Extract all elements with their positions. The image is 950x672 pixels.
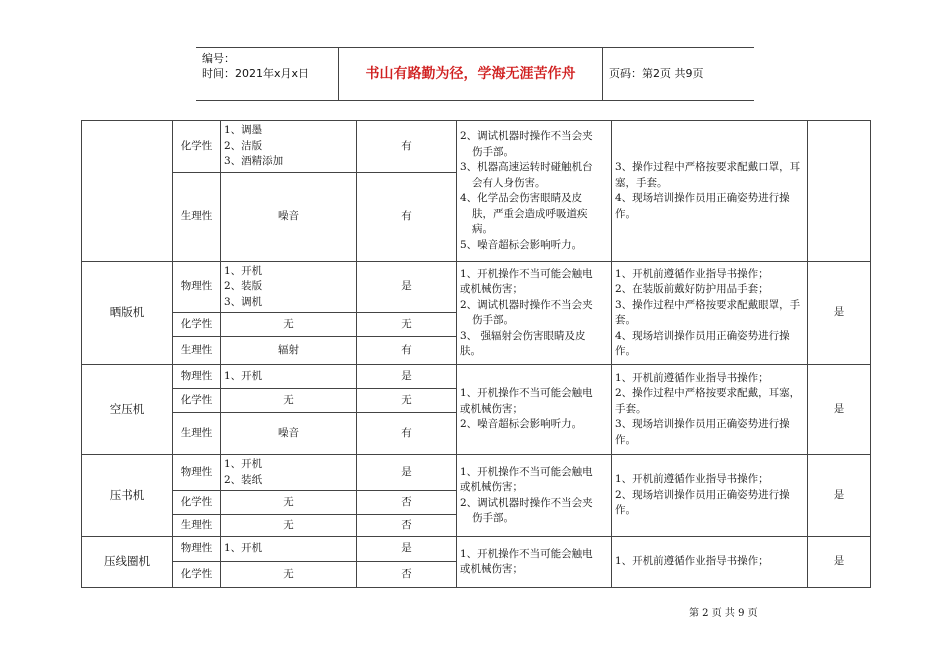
hazard-type: 物理性: [173, 365, 221, 389]
header-page-label: 页码：第2页 共9页: [609, 67, 704, 80]
time-label: 时间：2021年x月x日: [202, 67, 310, 80]
exists-value: 是: [357, 262, 457, 313]
control-status: 是: [808, 455, 871, 537]
hazard-table: [81, 120, 871, 588]
risk-description: 1、开机操作不当可能会触电 或机械伤害； 2、噪音超标会影响听力。: [457, 365, 612, 455]
exists-value: 有: [357, 121, 457, 173]
hazard-factor: 无: [221, 491, 357, 515]
control-status: 是: [808, 365, 871, 455]
hazard-type: 化学性: [173, 313, 221, 337]
exists-value: 否: [357, 491, 457, 515]
hazard-factor: 无: [221, 562, 357, 588]
table-row: [82, 121, 871, 173]
control-measures: 3、操作过程中严格按要求配戴口罩，耳 塞，手套。 4、现场培训操作员用正确姿势进行操 作。: [612, 121, 808, 262]
machine-name: 压线圈机: [82, 537, 173, 588]
hazard-factor: 辐射: [221, 337, 357, 365]
hazard-type: 生理性: [173, 413, 221, 455]
table-row: [82, 365, 871, 389]
hazard-type: 化学性: [173, 562, 221, 588]
hazard-type: 生理性: [173, 515, 221, 537]
hazard-type: 生理性: [173, 173, 221, 262]
hazard-type: 化学性: [173, 491, 221, 515]
exists-value: 无: [357, 389, 457, 413]
page-footer: 第 2 页 共 9 页: [689, 608, 758, 619]
exists-value: 否: [357, 515, 457, 537]
machine-name: 空压机: [82, 365, 173, 455]
control-status: 是: [808, 537, 871, 588]
number-label: 编号：: [202, 52, 235, 65]
control-status: [808, 121, 871, 262]
header-slogan: 书山有路勤为径，学海无涯苦作舟: [339, 48, 603, 100]
risk-description: 2、调试机器时操作不当会夹 伤手部。 3、机器高速运转时碰触机台 会有人身伤害。 4、化学品会伤害眼睛及皮 肤，严重会造成呼吸道疾 病。 5、噪音超标会影响听力。: [457, 121, 612, 262]
hazard-factor: 无: [221, 515, 357, 537]
exists-value: 有: [357, 337, 457, 365]
exists-value: 有: [357, 413, 457, 455]
hazard-factor: 1、调墨 2、洁版 3、酒精添加: [221, 121, 357, 173]
machine-name: 压书机: [82, 455, 173, 537]
risk-description: 1、开机操作不当可能会触电 或机械伤害； 2、调试机器时操作不当会夹 伤手部。 3、 强辐射会伤害眼睛及皮 肤。: [457, 262, 612, 365]
control-status: 是: [808, 262, 871, 365]
machine-cell: [82, 121, 173, 262]
hazard-type: 化学性: [173, 389, 221, 413]
hazard-type: 化学性: [173, 121, 221, 173]
hazard-factor: 1、开机 2、装版 3、调机: [221, 262, 357, 313]
control-measures: 1、开机前遵循作业指导书操作； 2、在装版前戴好防护用品手套； 3、操作过程中严格按要求配戴眼罩，手 套。 4、现场培训操作员用正确姿势进行操 作。: [612, 262, 808, 365]
control-measures: 1、开机前遵循作业指导书操作； 2、现场培训操作员用正确姿势进行操 作。: [612, 455, 808, 537]
table-row: [82, 455, 871, 491]
hazard-type: 物理性: [173, 262, 221, 313]
exists-value: 是: [357, 455, 457, 491]
hazard-factor: 噪音: [221, 173, 357, 262]
table-row: [82, 537, 871, 562]
hazard-type: 物理性: [173, 537, 221, 562]
risk-description: 1、开机操作不当可能会触电 或机械伤害； 2、调试机器时操作不当会夹 伤手部。: [457, 455, 612, 537]
hazard-factor: 无: [221, 389, 357, 413]
exists-value: 是: [357, 365, 457, 389]
control-measures: 1、开机前遵循作业指导书操作；: [612, 537, 808, 588]
control-measures: 1、开机前遵循作业指导书操作； 2、操作过程中严格按要求配戴，耳塞， 手套。 3、现场培训操作员用正确姿势进行操 作。: [612, 365, 808, 455]
hazard-factor: 1、开机: [221, 365, 357, 389]
exists-value: 有: [357, 173, 457, 262]
hazard-factor: 无: [221, 313, 357, 337]
exists-value: 无: [357, 313, 457, 337]
hazard-type: 物理性: [173, 455, 221, 491]
machine-name: 晒版机: [82, 262, 173, 365]
exists-value: 是: [357, 537, 457, 562]
risk-description: 1、开机操作不当可能会触电 或机械伤害；: [457, 537, 612, 588]
hazard-factor: 1、开机: [221, 537, 357, 562]
header-info: [196, 48, 339, 100]
hazard-type: 生理性: [173, 337, 221, 365]
hazard-factor: 1、开机 2、装纸: [221, 455, 357, 491]
exists-value: 否: [357, 562, 457, 588]
hazard-factor: 噪音: [221, 413, 357, 455]
table-row: [82, 262, 871, 313]
page-header: [196, 47, 754, 101]
